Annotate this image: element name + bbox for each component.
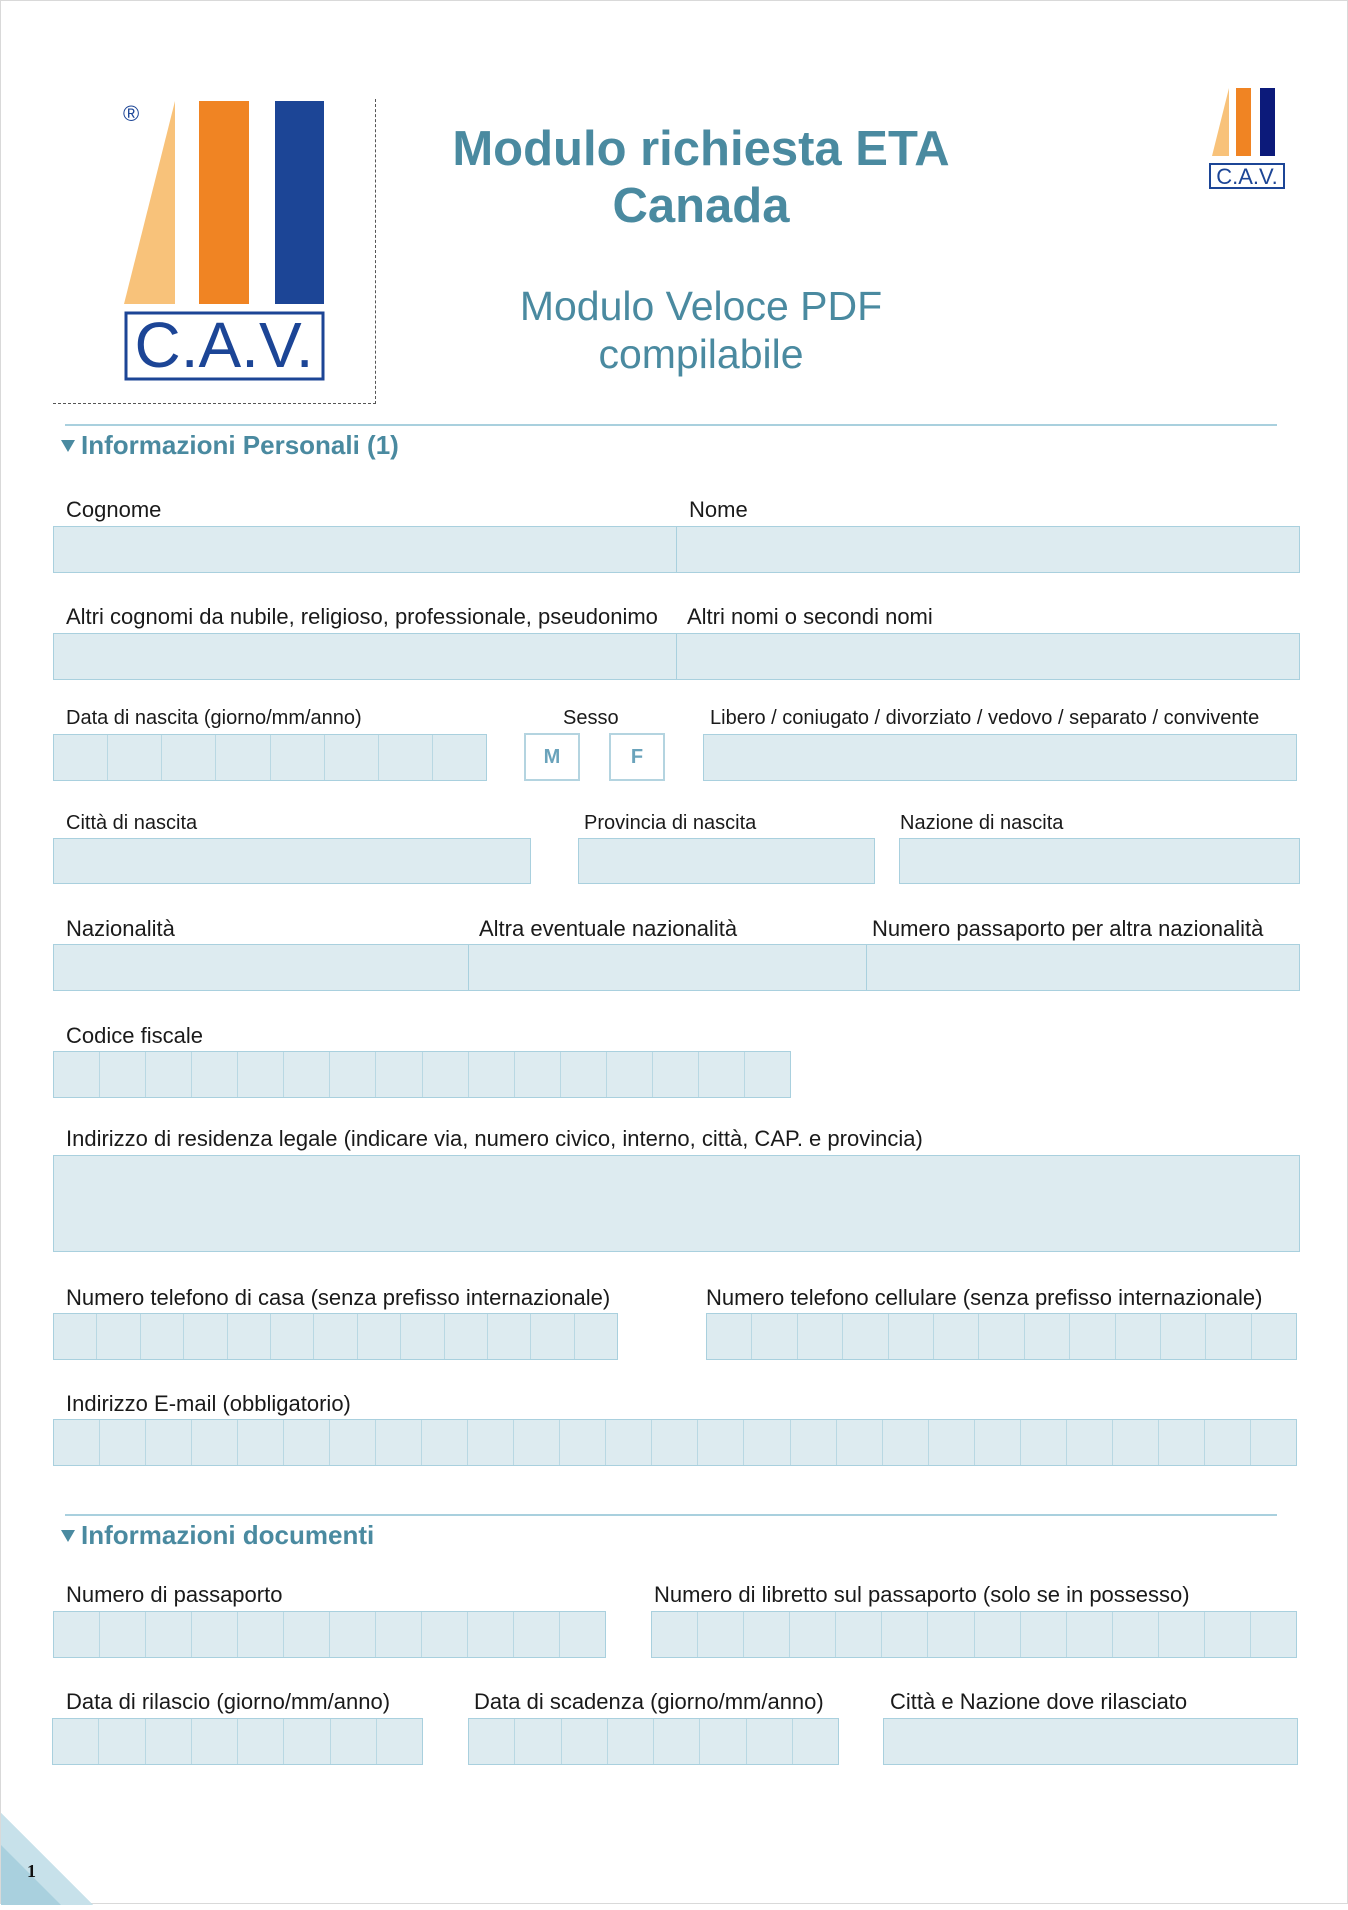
registered-mark: ®: [123, 101, 140, 126]
sex-male-checkbox[interactable]: M: [524, 733, 580, 781]
row-cognome-nome: [53, 526, 1300, 573]
collapse-triangle-icon: [61, 1530, 75, 1542]
section-divider: [65, 1514, 1277, 1516]
logo-text-small: C.A.V.: [1216, 164, 1278, 189]
email-label: Indirizzo E-mail (obbligatorio): [66, 1391, 351, 1416]
num-libretto-label: Numero di libretto sul passaporto (solo se in possesso): [654, 1582, 1190, 1607]
section-documents-title: Informazioni documenti: [81, 1520, 375, 1550]
num-passaporto-field[interactable]: [53, 1611, 606, 1658]
data-nascita-field[interactable]: [53, 734, 487, 781]
data-scadenza-field[interactable]: [468, 1718, 839, 1765]
page-number-corner: [1, 1811, 96, 1905]
section-divider: [65, 424, 1277, 426]
page-subtitle: [401, 282, 1001, 378]
tel-casa-field[interactable]: [53, 1313, 618, 1360]
section-personal-header[interactable]: [61, 430, 399, 461]
collapse-triangle-icon: [61, 440, 75, 452]
codice-fiscale-label: Codice fiscale: [66, 1023, 203, 1048]
row-altri: [53, 633, 1300, 680]
nazionalita-label: Nazionalità: [66, 916, 175, 941]
altra-nazionalita-label: Altra eventuale nazionalità: [479, 916, 738, 941]
cognome-field[interactable]: [53, 526, 677, 573]
data-nascita-label: Data di nascita (giorno/mm/anno): [66, 707, 362, 729]
sex-female-checkbox[interactable]: F: [609, 733, 665, 781]
citta-nascita-label: Città di nascita: [66, 812, 198, 834]
altri-nomi-field[interactable]: [677, 633, 1300, 680]
cognome-label: Cognome: [66, 497, 162, 522]
indirizzo-field[interactable]: [53, 1155, 1300, 1252]
page-title: [401, 121, 1001, 235]
provincia-nascita-field[interactable]: [578, 838, 875, 884]
sesso-label: Sesso: [563, 707, 619, 729]
stato-civile-field[interactable]: [703, 734, 1297, 781]
logo-text-large: C.A.V.: [134, 309, 314, 381]
row-nazionalita: [53, 944, 1300, 991]
altri-cognomi-field[interactable]: [53, 633, 677, 680]
nazione-nascita-label: Nazione di nascita: [900, 812, 1064, 834]
subtitle-line-2: compilabile: [598, 331, 804, 377]
title-line-2: Canada: [612, 179, 790, 233]
subtitle-line-1: Modulo Veloce PDF: [519, 283, 883, 329]
stato-civile-label: Libero / coniugato / divorziato / vedovo / separato / convivente: [710, 707, 1260, 729]
nome-label: Nome: [689, 497, 748, 522]
passaporto-altra-field[interactable]: [867, 944, 1300, 991]
indirizzo-label: Indirizzo di residenza legale (indicare via, numero civico, interno, città, CAP. e provincia): [66, 1126, 923, 1151]
section-documents-header[interactable]: [61, 1520, 374, 1551]
altri-nomi-label: Altri nomi o secondi nomi: [687, 604, 933, 629]
codice-fiscale-field[interactable]: [53, 1051, 791, 1098]
altra-nazionalita-field[interactable]: [469, 944, 867, 991]
email-field[interactable]: [53, 1419, 1297, 1466]
data-scadenza-label: Data di scadenza (giorno/mm/anno): [474, 1689, 824, 1714]
cav-logo-small: [1209, 86, 1286, 192]
data-rilascio-field[interactable]: [52, 1718, 423, 1765]
page-number: 1: [27, 1861, 36, 1881]
nazionalita-field[interactable]: [53, 944, 469, 991]
nome-field[interactable]: [677, 526, 1300, 573]
tel-cell-label: Numero telefono cellulare (senza prefisso internazionale): [706, 1285, 1263, 1310]
tel-casa-label: Numero telefono di casa (senza prefisso internazionale): [66, 1285, 611, 1310]
provincia-nascita-label: Provincia di nascita: [584, 812, 757, 834]
citta-rilascio-field[interactable]: [883, 1718, 1298, 1765]
section-personal-title: Informazioni Personali (1): [81, 430, 399, 460]
num-passaporto-label: Numero di passaporto: [66, 1582, 283, 1607]
nazione-nascita-field[interactable]: [899, 838, 1300, 884]
tel-cell-field[interactable]: [706, 1313, 1297, 1360]
num-libretto-field[interactable]: [651, 1611, 1297, 1658]
citta-rilascio-label: Città e Nazione dove rilasciato: [890, 1689, 1188, 1714]
data-rilascio-label: Data di rilascio (giorno/mm/anno): [66, 1689, 391, 1714]
cav-logo-large: [53, 99, 376, 404]
altri-cognomi-label: Altri cognomi da nubile, religioso, professionale, pseudonimo: [66, 604, 658, 629]
title-line-1: Modulo richiesta ETA: [452, 122, 950, 176]
passaporto-altra-label: Numero passaporto per altra nazionalità: [872, 916, 1264, 941]
citta-nascita-field[interactable]: [53, 838, 531, 884]
